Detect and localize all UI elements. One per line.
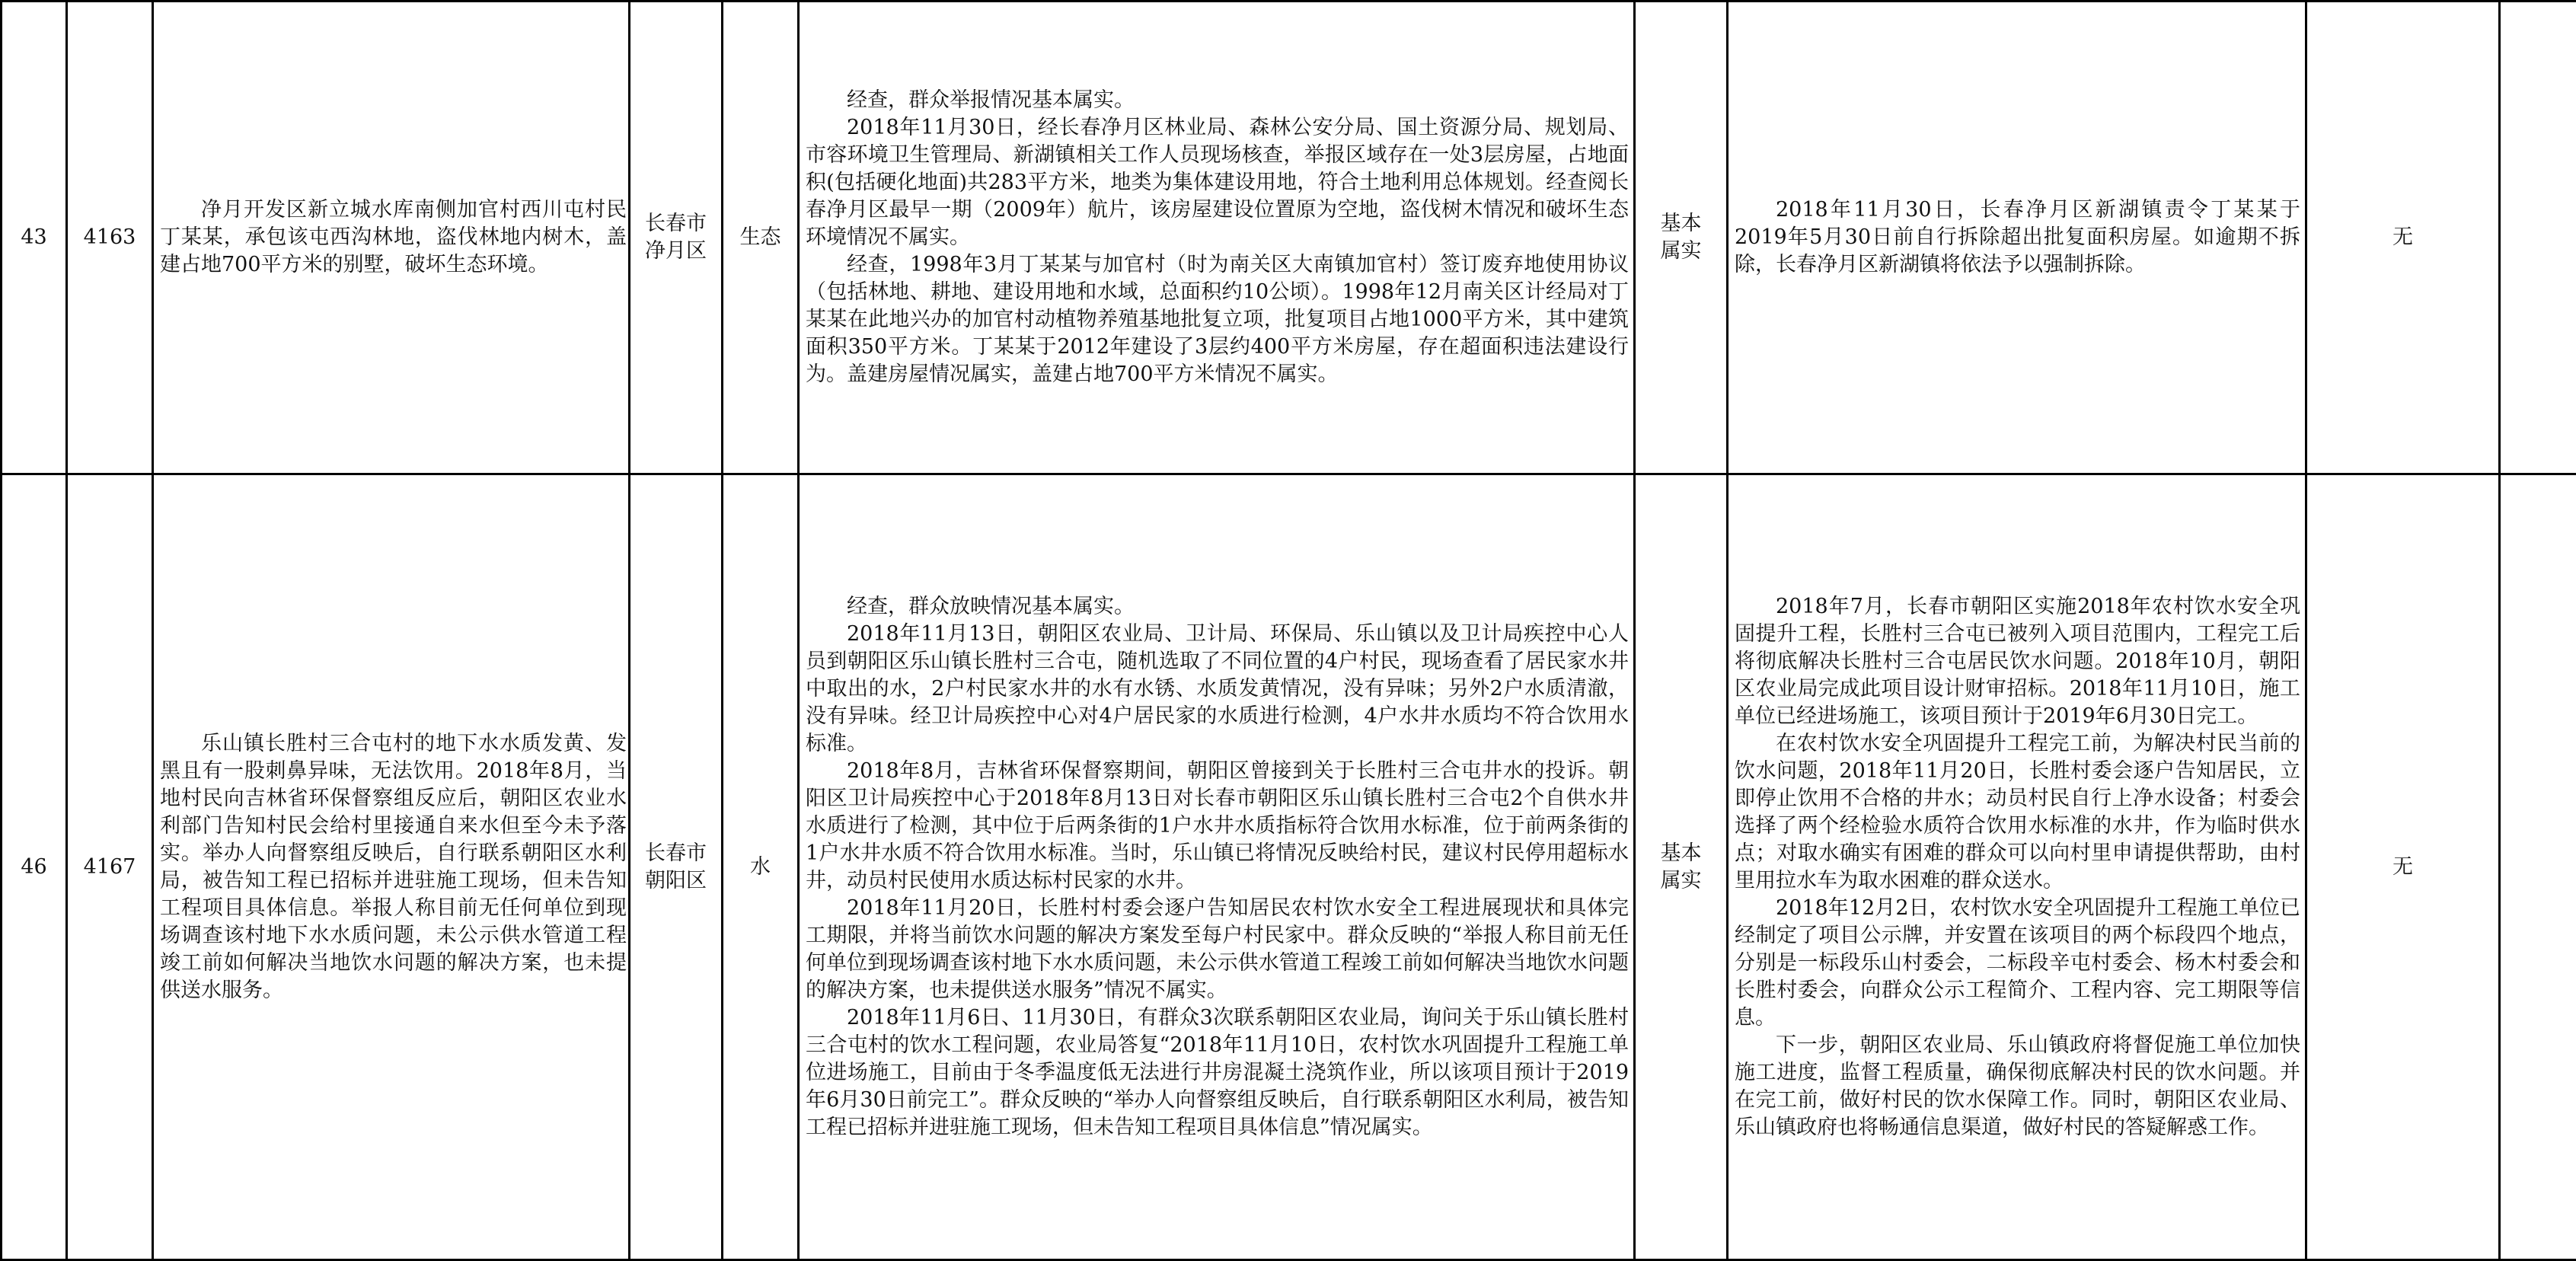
investigation-cell bbox=[799, 2, 1635, 474]
investigation-paragraph: 2018年11月13日，朝阳区农业局、卫计局、环保局、乐山镇以及卫计局疾控中心人员到朝阳区乐山镇长胜村三合屯，随机选取了不同位置的4户村民，现场查看了居民家水井中取出的水，2户村民家水井的水有水锈、水质发黄情况，没有异味；另外2户水质清澈，没有异味。经卫计局疾控中心对4户居民家的水质进行检测，4户水井水质均不符合饮用水标准。 bbox=[806, 621, 1629, 758]
category-label: 生态 bbox=[740, 225, 781, 249]
table-row bbox=[2, 474, 2576, 1260]
seq-number: 46 bbox=[21, 855, 46, 879]
complaint-text: 净月开发区新立城水库南侧加官村西川屯村民丁某某，承包该屯西沟林地，盗伐林地内树木，盖建占地700平方米的别墅，破坏生态环境。 bbox=[160, 196, 627, 279]
verdict-line-1: 基本 bbox=[1661, 841, 1702, 865]
handling-paragraph: 2018年11月30日，长春净月区新湖镇责令丁某某于2019年5月30日前自行拆除超出批复面积房屋。如逾期不拆除，长春净月区新湖镇将依法予以强制拆除。 bbox=[1735, 196, 2300, 279]
district-city: 长春市 bbox=[645, 212, 707, 235]
empty-cell bbox=[2500, 2, 2576, 474]
investigation-paragraph: 经查，1998年3月丁某某与加官村（时为南关区大南镇加官村）签订废弃地使用协议（包括林地、耕地、建设用地和水域，总面积约10公顷）。1998年12月南关区计经局对丁某某在此地兴办的加官村动植物养殖基地批复立项，批复项目占地1000平方米，其中建筑面积350平方米。丁某某于2012年建设了3层约400平方米房屋，存在超面积违法建设行为。盖建房屋情况属实，盖建占地700平方米情况不属实。 bbox=[806, 251, 1629, 388]
category-cell bbox=[723, 2, 799, 474]
complaint-cell bbox=[153, 2, 630, 474]
district-city: 长春市 bbox=[645, 841, 707, 865]
accountability-value: 无 bbox=[2392, 855, 2413, 879]
seq-cell bbox=[2, 2, 67, 474]
handling-paragraph: 2018年7月，长春市朝阳区实施2018年农村饮水安全巩固提升工程，长胜村三合屯已被列入项目范围内，工程完工后将彻底解决长胜村三合屯居民饮水问题。2018年10月，朝阳区农业局完成此项目设计财审招标。2018年11月10日，施工单位已经进场施工，该项目预计于2019年6月30日完工。 bbox=[1735, 593, 2300, 730]
handling-cell bbox=[1728, 474, 2306, 1260]
empty-cell bbox=[2500, 474, 2576, 1260]
accountability-cell bbox=[2306, 2, 2500, 474]
verdict-line-1: 基本 bbox=[1661, 212, 1702, 235]
complaint-text: 乐山镇长胜村三合屯村的地下水水质发黄、发黑且有一股刺鼻异味，无法饮用。2018年8月，当地村民向吉林省环保督察组反应后，朝阳区农业水利部门告知村民会给村里接通自来水但至今未予落实。举办人向督察组反映后，自行联系朝阳区水利局，被告知工程已招标并进驻施工现场，但未告知工程项目具体信息。举报人称目前无任何单位到现场调查该村地下水水质问题，未公示供水管道工程竣工前如何解决当地饮水问题的解决方案，也未提供送水服务。 bbox=[160, 730, 627, 1004]
accountability-value: 无 bbox=[2392, 225, 2413, 249]
verdict-cell bbox=[1635, 2, 1728, 474]
handling-paragraph: 在农村饮水安全巩固提升工程完工前，为解决村民当前的饮水问题，2018年11月20日，长胜村委会逐户告知居民，立即停止饮用不合格的井水；动员村民自行上净水设备；村委会选择了两个经检验水质符合饮用水标准的水井，作为临时供水点；对取水确实有困难的群众可以向村里申请提供帮助，由村里用拉水车为取水困难的群众送水。 bbox=[1735, 730, 2300, 895]
seq-number: 43 bbox=[21, 225, 46, 249]
handling-paragraph: 下一步，朝阳区农业局、乐山镇政府将督促施工单位加快施工进度，监督工程质量，确保彻底解决村民的饮水问题。并在完工前，做好村民的饮水保障工作。同时，朝阳区农业局、乐山镇政府也将畅通信息渠道，做好村民的答疑解惑工作。 bbox=[1735, 1032, 2300, 1141]
complaint-code: 4163 bbox=[84, 225, 136, 249]
handling-paragraph: 2018年12月2日，农村饮水安全巩固提升工程施工单位已经制定了项目公示牌，并安置在该项目的两个标段四个地点，分别是一标段乐山村委会，二标段辛屯村委会、杨木村委会和长胜村委会，向群众公示工程简介、工程内容、完工期限等信息。 bbox=[1735, 895, 2300, 1032]
seq-cell bbox=[2, 474, 67, 1260]
category-label: 水 bbox=[750, 855, 771, 879]
investigation-paragraph: 2018年11月20日，长胜村村委会逐户告知居民农村饮水安全工程进展现状和具体完工期限，并将当前饮水问题的解决方案发至每户村民家中。群众反映的“举报人称目前无任何单位到现场调查该村地下水水质问题，未公示供水管道工程竣工前如何解决当地饮水问题的解决方案，也未提供送水服务”情况不属实。 bbox=[806, 895, 1629, 1004]
investigation-paragraph: 2018年11月30日，经长春净月区林业局、森林公安分局、国土资源分局、规划局、市容环境卫生管理局、新湖镇相关工作人员现场核查，举报区域存在一处3层房屋，占地面积(包括硬化地面)共283平方米，地类为集体建设用地，符合土地利用总体规划。经查阅长春净月区最早一期（2009年）航片，该房屋建设位置原为空地，盗伐树木情况和破坏生态环境情况不属实。 bbox=[806, 114, 1629, 251]
investigation-paragraph: 2018年8月，吉林省环保督察期间，朝阳区曾接到关于长胜村三合屯井水的投诉。朝阳区卫计局疾控中心于2018年8月13日对长春市朝阳区乐山镇长胜村三合屯2个自供水井水质进行了检测，其中位于后两条街的1户水井水质指标符合饮用水标准，位于前两条街的1户水井水质不符合饮用水标准。当时，乐山镇已将情况反映给村民，建议村民停用超标水井，动员村民使用水质达标村民家的水井。 bbox=[806, 758, 1629, 895]
district-name: 朝阳区 bbox=[645, 869, 707, 892]
investigation-paragraph: 2018年11月6日、11月30日，有群众3次联系朝阳区农业局，询问关于乐山镇长胜村三合屯村的饮水工程问题，农业局答复“2018年11月10日，农村饮水巩固提升工程施工单位进场施工，目前由于冬季温度低无法进行井房混凝土浇筑作业，所以该项目预计于2019年6月30日前完工”。群众反映的“举办人向督察组反映后，自行联系朝阳区水利局，被告知工程已招标并进驻施工现场，但未告知工程项目具体信息”情况属实。 bbox=[806, 1004, 1629, 1141]
district-name: 净月区 bbox=[645, 239, 707, 263]
handling-cell bbox=[1728, 2, 2306, 474]
code-cell bbox=[67, 2, 153, 474]
verdict-line-2: 属实 bbox=[1661, 239, 1702, 263]
table-row bbox=[2, 2, 2576, 474]
verdict-cell bbox=[1635, 474, 1728, 1260]
complaint-code: 4167 bbox=[84, 855, 136, 879]
accountability-cell bbox=[2306, 474, 2500, 1260]
district-cell bbox=[630, 474, 723, 1260]
code-cell bbox=[67, 474, 153, 1260]
investigation-cell bbox=[799, 474, 1635, 1260]
verdict-line-2: 属实 bbox=[1661, 869, 1702, 892]
investigation-paragraph: 经查，群众放映情况基本属实。 bbox=[806, 593, 1629, 621]
district-cell bbox=[630, 2, 723, 474]
investigation-paragraph: 经查，群众举报情况基本属实。 bbox=[806, 87, 1629, 114]
complaint-cell bbox=[153, 474, 630, 1260]
category-cell bbox=[723, 474, 799, 1260]
